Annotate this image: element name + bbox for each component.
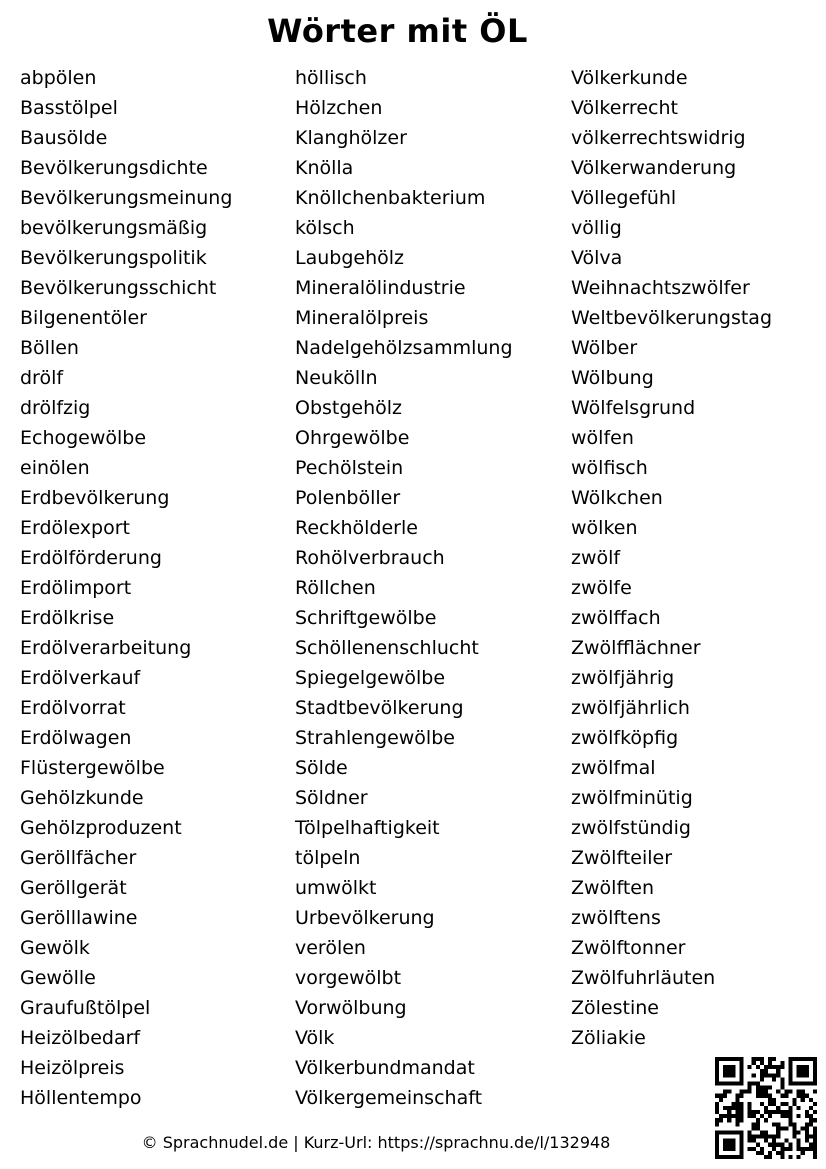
word-item: Obstgehölz: [295, 397, 403, 419]
word-item: Wölfelsgrund: [571, 397, 696, 419]
word-item: Heizölbedarf: [20, 1027, 141, 1049]
footer-text: © Sprachnudel.de | Kurz-Url: https://sprachnu.de/l/132948: [141, 1133, 611, 1152]
word-item: Völkerbundmandat: [295, 1057, 475, 1079]
word-item: Röllchen: [295, 577, 376, 599]
word-item: Völlegefühl: [571, 187, 677, 209]
word-item: Wölbung: [571, 367, 654, 389]
word-item: Zöliakie: [571, 1027, 646, 1049]
word-item: Laubgehölz: [295, 247, 404, 269]
word-column-2: [295, 64, 513, 1114]
word-item: Gehölzproduzent: [20, 817, 182, 839]
word-item: vorgewölbt: [295, 967, 402, 989]
word-item: Vorwölbung: [295, 997, 407, 1019]
word-item: zwölftens: [571, 907, 661, 929]
word-item: Bevölkerungsschicht: [20, 277, 217, 299]
word-item: Zölestine: [571, 997, 659, 1019]
word-item: Graufußtölpel: [20, 997, 151, 1019]
word-item: völkerrechtswidrig: [571, 127, 746, 149]
word-item: drölfzig: [20, 397, 91, 419]
word-item: wölken: [571, 517, 638, 539]
word-item: Gewölle: [20, 967, 96, 989]
word-item: Bevölkerungspolitik: [20, 247, 207, 269]
word-item: Gewölk: [20, 937, 90, 959]
word-item: wölfen: [571, 427, 634, 449]
word-item: Bausölde: [20, 127, 108, 149]
word-item: Geröllfächer: [20, 847, 137, 869]
word-item: Knölla: [295, 157, 354, 179]
word-item: Völkerrecht: [571, 97, 678, 119]
word-item: Neukölln: [295, 367, 378, 389]
word-item: Geröllgerät: [20, 877, 127, 899]
word-item: Gehölzkunde: [20, 787, 144, 809]
word-item: bevölkerungsmäßig: [20, 217, 208, 239]
word-item: Söldner: [295, 787, 368, 809]
word-item: Schriftgewölbe: [295, 607, 437, 629]
word-item: Erdbevölkerung: [20, 487, 170, 509]
word-item: zwölfköpfig: [571, 727, 679, 749]
word-item: Erdölverarbeitung: [20, 637, 192, 659]
word-item: Zwölfuhrläuten: [571, 967, 716, 989]
word-item: Erdölexport: [20, 517, 130, 539]
word-item: Weltbevölkerungstag: [571, 307, 773, 329]
word-item: wölfisch: [571, 457, 648, 479]
word-item: Polenböller: [295, 487, 401, 509]
word-item: einölen: [20, 457, 90, 479]
word-item: Erdölförderung: [20, 547, 162, 569]
word-column-1: [20, 64, 232, 1114]
word-item: Sölde: [295, 757, 348, 779]
word-item: zwölfmal: [571, 757, 656, 779]
word-item: Zwölftonner: [571, 937, 686, 959]
word-item: Völkergemeinschaft: [295, 1087, 483, 1109]
word-item: abpölen: [20, 67, 97, 89]
word-item: Rohölverbrauch: [295, 547, 445, 569]
page-title: Wörter mit ÖL: [267, 12, 528, 50]
word-item: Urbevölkerung: [295, 907, 435, 929]
word-item: zwölfjährlich: [571, 697, 690, 719]
word-item: verölen: [295, 937, 366, 959]
word-item: Erdölverkauf: [20, 667, 141, 689]
word-item: Zwölfflächner: [571, 637, 701, 659]
word-item: Völkerwanderung: [571, 157, 737, 179]
word-item: Böllen: [20, 337, 79, 359]
word-item: zwölfjährig: [571, 667, 675, 689]
word-item: zwölfe: [571, 577, 632, 599]
word-item: Zwölften: [571, 877, 654, 899]
word-item: Schöllenenschlucht: [295, 637, 479, 659]
word-item: Strahlengewölbe: [295, 727, 455, 749]
word-item: Spiegelgewölbe: [295, 667, 446, 689]
word-item: Tölpelhaftigkeit: [295, 817, 440, 839]
word-item: Völva: [571, 247, 623, 269]
word-item: höllisch: [295, 67, 367, 89]
word-item: Mineralölpreis: [295, 307, 429, 329]
word-item: Bevölkerungsdichte: [20, 157, 208, 179]
word-item: Mineralölindustrie: [295, 277, 466, 299]
word-item: Höllentempo: [20, 1087, 142, 1109]
word-column-3: [571, 64, 772, 1054]
word-item: zwölfminütig: [571, 787, 693, 809]
word-item: Erdölimport: [20, 577, 132, 599]
word-item: zwölf: [571, 547, 621, 569]
word-item: kölsch: [295, 217, 355, 239]
word-item: Echogewölbe: [20, 427, 147, 449]
word-item: Basstölpel: [20, 97, 118, 119]
word-item: Heizölpreis: [20, 1057, 125, 1079]
word-item: Hölzchen: [295, 97, 383, 119]
word-item: Ohrgewölbe: [295, 427, 410, 449]
word-item: Erdölwagen: [20, 727, 132, 749]
word-item: zwölfstündig: [571, 817, 691, 839]
word-item: Gerölllawine: [20, 907, 138, 929]
word-item: Wölkchen: [571, 487, 663, 509]
word-item: Stadtbevölkerung: [295, 697, 464, 719]
qr-code-icon: [715, 1057, 817, 1159]
word-item: umwölkt: [295, 877, 377, 899]
word-item: Weihnachtszwölfer: [571, 277, 750, 299]
word-item: Erdölkrise: [20, 607, 115, 629]
word-item: Flüstergewölbe: [20, 757, 165, 779]
word-item: Zwölfteiler: [571, 847, 673, 869]
word-item: Reckhölderle: [295, 517, 418, 539]
word-item: Wölber: [571, 337, 638, 359]
word-item: Bevölkerungsmeinung: [20, 187, 233, 209]
word-item: Völkerkunde: [571, 67, 688, 89]
word-item: tölpeln: [295, 847, 361, 869]
word-item: Nadelgehölzsammlung: [295, 337, 513, 359]
word-item: drölf: [20, 367, 64, 389]
word-item: zwölffach: [571, 607, 661, 629]
word-item: Völk: [295, 1027, 335, 1049]
word-item: völlig: [571, 217, 622, 239]
word-item: Knöllchenbakterium: [295, 187, 486, 209]
word-item: Klanghölzer: [295, 127, 407, 149]
word-item: Erdölvorrat: [20, 697, 126, 719]
word-item: Bilgenentöler: [20, 307, 147, 329]
word-item: Pechölstein: [295, 457, 404, 479]
